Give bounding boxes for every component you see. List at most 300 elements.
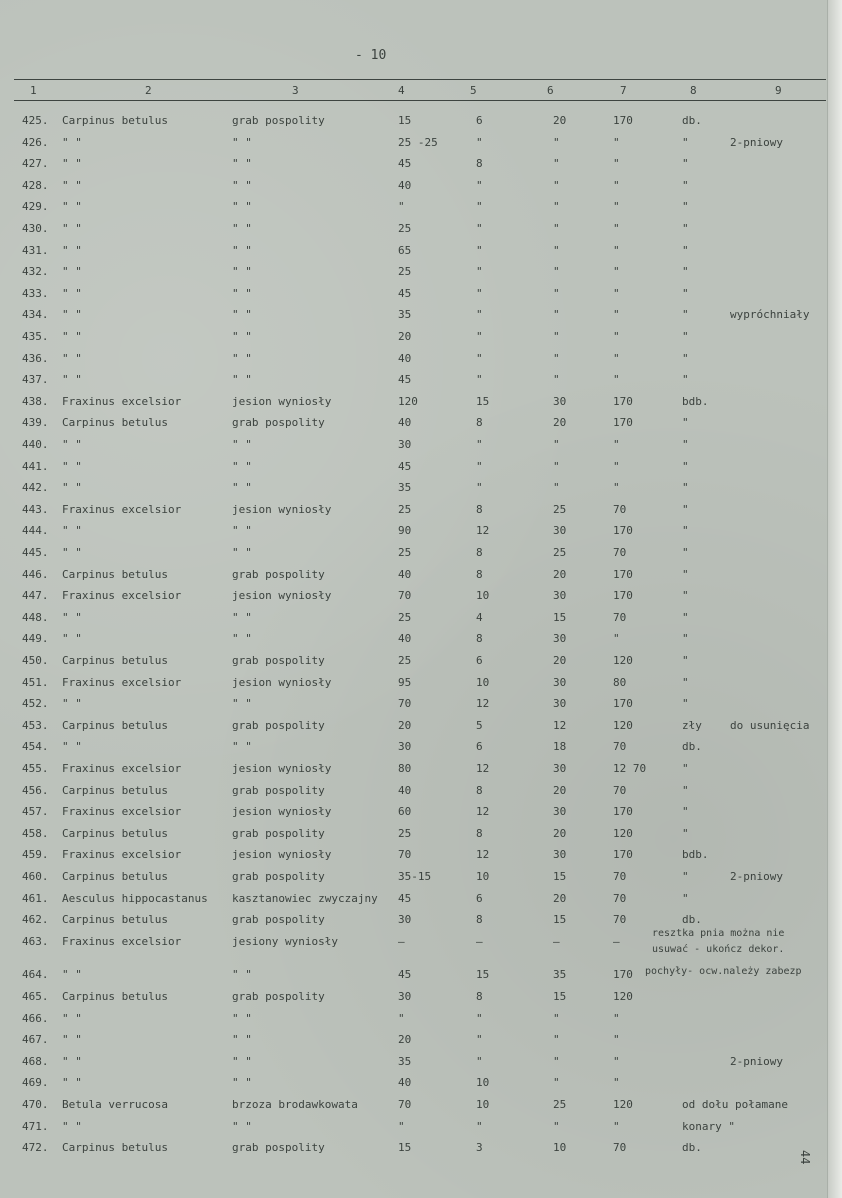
tree-number: 457. xyxy=(22,805,49,819)
latin-name: " " xyxy=(62,697,82,711)
column-4-value: 25 xyxy=(398,546,412,559)
column-5-value: 10 xyxy=(476,589,490,603)
column-7-value: 170 xyxy=(613,567,633,581)
table-row xyxy=(0,503,842,523)
column-5-value: – xyxy=(476,934,483,948)
column-7-value: 120 xyxy=(613,718,633,732)
column-7-value: 70 xyxy=(613,610,627,624)
tree-number: 431. xyxy=(22,243,49,257)
column-4-value: 25 -25 xyxy=(398,135,438,149)
condition-value: bdb. xyxy=(682,848,709,862)
polish-name: jesiony wyniosły xyxy=(232,934,338,948)
table-row xyxy=(0,265,842,285)
latin-name: Carpinus betulus xyxy=(62,870,168,883)
column-4-value: 35-15 xyxy=(398,870,432,883)
polish-name: " " xyxy=(232,968,252,982)
polish-name: " " xyxy=(232,1054,252,1068)
column-6-value: 30 xyxy=(553,848,567,862)
latin-name: Fraxinus excelsior xyxy=(62,934,182,948)
column-6-value: 30 xyxy=(553,805,567,819)
column-6-value: 15 xyxy=(553,870,567,883)
table-row xyxy=(0,632,842,652)
column-6-value: 30 xyxy=(553,394,567,408)
polish-name: grab pospolity xyxy=(232,416,325,430)
tree-number: 450. xyxy=(22,654,49,667)
header-rule-bottom xyxy=(14,100,826,101)
column-6-value: 15 xyxy=(553,990,567,1003)
tree-number: 451. xyxy=(22,675,49,689)
column-6-value: 25 xyxy=(553,546,567,559)
tree-number: 472. xyxy=(22,1141,49,1155)
column-6-value: 30 xyxy=(553,524,567,538)
polish-name: grab pospolity xyxy=(232,1141,325,1155)
latin-name: Carpinus betulus xyxy=(62,114,168,127)
tree-number: 441. xyxy=(22,459,49,473)
column-4-value: 70 xyxy=(398,697,412,711)
latin-name: " " xyxy=(62,265,82,279)
column-4-value: 40 xyxy=(398,1076,412,1090)
condition-value: " xyxy=(682,308,689,322)
polish-name: kasztanowiec zwyczajny xyxy=(232,891,378,905)
latin-name: " " xyxy=(62,286,82,300)
tree-number: 443. xyxy=(22,502,49,516)
table-row xyxy=(0,330,842,350)
polish-name: " " xyxy=(232,524,252,538)
tree-number: 436. xyxy=(22,351,49,365)
polish-name: grab pospolity xyxy=(232,654,325,667)
page-number: - 10 xyxy=(355,48,387,63)
column-5-value: " xyxy=(476,286,483,300)
column-7-value: " xyxy=(613,1011,620,1025)
column-6-value: 30 xyxy=(553,632,567,646)
column-7-value: 80 xyxy=(613,675,627,689)
polish-name: " " xyxy=(232,286,252,300)
condition-value: " xyxy=(682,762,689,775)
column-4-value: 25 xyxy=(398,826,412,840)
column-6-value: " xyxy=(553,1011,560,1025)
latin-name: Fraxinus excelsior xyxy=(62,805,182,819)
tree-number: 471. xyxy=(22,1119,49,1133)
tree-number: 458. xyxy=(22,826,49,840)
column-7-value: " xyxy=(613,632,620,646)
tree-number: 452. xyxy=(22,697,49,711)
polish-name: jesion wyniosły xyxy=(232,848,332,862)
column-6-value: 25 xyxy=(553,1098,567,1111)
column-6-value: – xyxy=(553,934,560,948)
polish-name: " " xyxy=(232,222,252,235)
column-4-value: 70 xyxy=(398,848,412,862)
tree-number: 445. xyxy=(22,546,49,559)
tree-number: 467. xyxy=(22,1033,49,1047)
condition-value: db. xyxy=(682,913,702,927)
latin-name: " " xyxy=(62,330,82,343)
table-row xyxy=(0,460,842,480)
condition-value: " xyxy=(682,200,689,214)
tree-number: 438. xyxy=(22,394,49,408)
column-4-value: 60 xyxy=(398,805,412,819)
tree-number: 462. xyxy=(22,913,49,927)
column-5-value: 6 xyxy=(476,740,483,754)
condition-value: " xyxy=(682,891,689,905)
column-7-value: 120 xyxy=(613,1098,633,1111)
column-5-value: 12 xyxy=(476,848,490,862)
condition-value: db. xyxy=(682,740,702,754)
latin-name: " " xyxy=(62,1033,82,1047)
column-4-value: 45 xyxy=(398,286,412,300)
latin-name: " " xyxy=(62,1076,82,1090)
column-6-value: 35 xyxy=(553,968,567,982)
condition-value: " xyxy=(682,632,689,646)
column-6-value: " xyxy=(553,243,560,257)
polish-name: grab pospolity xyxy=(232,990,325,1003)
header-rule-top xyxy=(14,79,826,80)
table-row xyxy=(0,373,842,393)
polish-name: " " xyxy=(232,740,252,754)
condition-value: " xyxy=(682,157,689,171)
tree-number: 429. xyxy=(22,200,49,214)
column-header-2: 2 xyxy=(145,84,152,97)
column-6-value: 12 xyxy=(553,718,567,732)
column-5-value: 8 xyxy=(476,502,483,516)
polish-name: jesion wyniosły xyxy=(232,394,332,408)
column-5-value: " xyxy=(476,222,483,235)
column-5-value: 10 xyxy=(476,675,490,689)
latin-name: " " xyxy=(62,373,82,387)
polish-name: grab pospolity xyxy=(232,826,325,840)
column-7-value: 70 xyxy=(613,870,627,883)
column-5-value: 8 xyxy=(476,913,483,927)
column-5-value: " xyxy=(476,178,483,192)
polish-name: jesion wyniosły xyxy=(232,805,332,819)
column-6-value: 15 xyxy=(553,913,567,927)
table-row xyxy=(0,1055,842,1075)
table-row xyxy=(0,990,842,1010)
column-6-value: " xyxy=(553,286,560,300)
condition-value: " xyxy=(682,416,689,430)
column-4-value: 20 xyxy=(398,1033,412,1047)
column-7-value: " xyxy=(613,1054,620,1068)
column-6-value: " xyxy=(553,373,560,387)
latin-name: Carpinus betulus xyxy=(62,718,168,732)
column-5-value: " xyxy=(476,308,483,322)
column-5-value: " xyxy=(476,1011,483,1025)
polish-name: grab pospolity xyxy=(232,913,325,927)
tree-number: 468. xyxy=(22,1054,49,1068)
table-row xyxy=(0,395,842,415)
column-7-value: " xyxy=(613,200,620,214)
latin-name: " " xyxy=(62,968,82,982)
column-5-value: 10 xyxy=(476,1098,490,1111)
condition-value: " xyxy=(682,697,689,711)
column-7-value: 170 xyxy=(613,848,633,862)
table-row xyxy=(0,1141,842,1161)
side-mark: 44 xyxy=(798,1150,812,1165)
latin-name: " " xyxy=(62,200,82,214)
latin-name: " " xyxy=(62,243,82,257)
column-5-value: 12 xyxy=(476,697,490,711)
polish-name: " " xyxy=(232,546,252,559)
column-7-value: " xyxy=(613,1033,620,1047)
column-4-value: – xyxy=(398,934,405,948)
table-row xyxy=(0,114,842,134)
column-7-value: " xyxy=(613,1119,620,1133)
column-4-value: 35 xyxy=(398,481,412,495)
column-5-value: 4 xyxy=(476,610,483,624)
column-4-value: 40 xyxy=(398,351,412,365)
column-7-value: 70 xyxy=(613,913,627,927)
column-5-value: 6 xyxy=(476,114,483,127)
polish-name: " " xyxy=(232,330,252,343)
column-7-value: 170 xyxy=(613,394,633,408)
column-5-value: 8 xyxy=(476,567,483,581)
polish-name: grab pospolity xyxy=(232,114,325,127)
column-4-value: 90 xyxy=(398,524,412,538)
column-4-value: 45 xyxy=(398,157,412,171)
column-7-value: " xyxy=(613,373,620,387)
polish-name: " " xyxy=(232,1033,252,1047)
table-row xyxy=(0,784,842,804)
table-row xyxy=(0,870,842,890)
table-row xyxy=(0,611,842,631)
polish-name: " " xyxy=(232,200,252,214)
column-4-value: 15 xyxy=(398,1141,412,1155)
tree-number: 466. xyxy=(22,1011,49,1025)
tree-number: 428. xyxy=(22,178,49,192)
column-6-value: " xyxy=(553,1033,560,1047)
column-5-value: " xyxy=(476,1119,483,1133)
latin-name: " " xyxy=(62,438,82,451)
column-7-value: 70 xyxy=(613,546,627,559)
column-7-value: 170 xyxy=(613,524,633,538)
tree-number: 437. xyxy=(22,373,49,387)
column-5-value: 8 xyxy=(476,990,483,1003)
condition-value: " xyxy=(682,610,689,624)
column-6-value: " xyxy=(553,222,560,235)
tree-number: 469. xyxy=(22,1076,49,1090)
polish-name: " " xyxy=(232,632,252,646)
column-7-value: 120 xyxy=(613,990,633,1003)
column-4-value: 40 xyxy=(398,178,412,192)
polish-name: grab pospolity xyxy=(232,718,325,732)
latin-name: " " xyxy=(62,351,82,365)
column-5-value: 15 xyxy=(476,968,490,982)
column-6-value: 20 xyxy=(553,783,567,797)
column-7-value: 70 xyxy=(613,1141,627,1155)
condition-value: " xyxy=(682,654,689,667)
table-row xyxy=(0,697,842,717)
table-row xyxy=(0,827,842,847)
condition-value: " xyxy=(682,222,689,235)
table-row xyxy=(0,568,842,588)
latin-name: " " xyxy=(62,740,82,754)
table-row xyxy=(0,136,842,156)
column-7-value: " xyxy=(613,178,620,192)
tree-number: 456. xyxy=(22,783,49,797)
polish-name: jesion wyniosły xyxy=(232,502,332,516)
condition-value: " xyxy=(682,481,689,495)
column-4-value: 25 xyxy=(398,610,412,624)
column-7-value: " xyxy=(613,330,620,343)
column-7-value: 70 xyxy=(613,740,627,754)
column-5-value: 8 xyxy=(476,157,483,171)
latin-name: Fraxinus excelsior xyxy=(62,848,182,862)
polish-name: " " xyxy=(232,1076,252,1090)
latin-name: Carpinus betulus xyxy=(62,783,168,797)
latin-name: Carpinus betulus xyxy=(62,990,168,1003)
table-row xyxy=(0,352,842,372)
condition-value: od dołu połamane xyxy=(682,1098,788,1111)
tree-number: 432. xyxy=(22,265,49,279)
latin-name: Fraxinus excelsior xyxy=(62,394,182,408)
column-5-value: " xyxy=(476,243,483,257)
polish-name: " " xyxy=(232,157,252,171)
column-6-value: " xyxy=(553,200,560,214)
column-5-value: 10 xyxy=(476,870,490,883)
column-4-value: 30 xyxy=(398,913,412,927)
latin-name: Fraxinus excelsior xyxy=(62,502,182,516)
column-5-value: 8 xyxy=(476,546,483,559)
condition-value: " xyxy=(682,546,689,559)
tree-number: 455. xyxy=(22,762,49,775)
table-row xyxy=(0,1076,842,1096)
column-4-value: 30 xyxy=(398,740,412,754)
latin-name: Carpinus betulus xyxy=(62,1141,168,1155)
polish-name: " " xyxy=(232,265,252,279)
condition-value: " xyxy=(682,589,689,603)
column-header-7: 7 xyxy=(620,84,627,97)
tree-number: 470. xyxy=(22,1098,49,1111)
table-row xyxy=(0,244,842,264)
polish-name: jesion wyniosły xyxy=(232,589,332,603)
column-5-value: 3 xyxy=(476,1141,483,1155)
column-6-value: 30 xyxy=(553,589,567,603)
column-6-value: 25 xyxy=(553,502,567,516)
column-5-value: " xyxy=(476,438,483,451)
column-header-1: 1 xyxy=(30,84,37,97)
table-row xyxy=(0,308,842,328)
column-4-value: 45 xyxy=(398,459,412,473)
column-6-value: " xyxy=(553,178,560,192)
table-row xyxy=(0,1033,842,1053)
column-7-value: " xyxy=(613,135,620,149)
latin-name: " " xyxy=(62,135,82,149)
latin-name: " " xyxy=(62,546,82,559)
column-7-value: " xyxy=(613,438,620,451)
column-6-value: 30 xyxy=(553,762,567,775)
column-7-value: 70 xyxy=(613,502,627,516)
column-4-value: 35 xyxy=(398,308,412,322)
column-7-value: " xyxy=(613,157,620,171)
condition-value: " xyxy=(682,178,689,192)
table-row xyxy=(0,157,842,177)
condition-value: " xyxy=(682,675,689,689)
latin-name: " " xyxy=(62,1119,82,1133)
condition-value: " xyxy=(682,330,689,343)
column-6-value: " xyxy=(553,1119,560,1133)
condition-value: " xyxy=(682,438,689,451)
condition-value: " xyxy=(682,567,689,581)
polish-name: grab pospolity xyxy=(232,567,325,581)
column-4-value: 40 xyxy=(398,783,412,797)
table-row xyxy=(0,719,842,739)
column-7-value: 170 xyxy=(613,589,633,603)
latin-name: " " xyxy=(62,1054,82,1068)
column-4-value: 45 xyxy=(398,891,412,905)
table-row xyxy=(0,805,842,825)
condition-value: db. xyxy=(682,114,702,127)
table-row xyxy=(0,892,842,912)
table-row xyxy=(0,200,842,220)
column-7-value: " xyxy=(613,243,620,257)
table-row xyxy=(0,1120,842,1140)
column-6-value: 20 xyxy=(553,567,567,581)
tree-number: 460. xyxy=(22,870,49,883)
latin-name: " " xyxy=(62,157,82,171)
column-4-value: 25 xyxy=(398,654,412,667)
condition-value: " xyxy=(682,524,689,538)
column-5-value: " xyxy=(476,265,483,279)
column-5-value: " xyxy=(476,1054,483,1068)
column-5-value: 10 xyxy=(476,1076,490,1090)
column-4-value: 80 xyxy=(398,762,412,775)
polish-name: " " xyxy=(232,1011,252,1025)
column-5-value: 12 xyxy=(476,805,490,819)
column-header-6: 6 xyxy=(547,84,554,97)
latin-name: Carpinus betulus xyxy=(62,654,168,667)
column-header-5: 5 xyxy=(470,84,477,97)
column-5-value: " xyxy=(476,200,483,214)
tree-number: 427. xyxy=(22,157,49,171)
condition-value: " xyxy=(682,351,689,365)
column-6-value: " xyxy=(553,459,560,473)
table-row xyxy=(0,1012,842,1032)
tree-number: 435. xyxy=(22,330,49,343)
column-6-value: " xyxy=(553,330,560,343)
column-6-value: 20 xyxy=(553,891,567,905)
tree-number: 440. xyxy=(22,438,49,451)
polish-name: jesion wyniosły xyxy=(232,762,332,775)
table-row xyxy=(0,287,842,307)
column-4-value: 40 xyxy=(398,632,412,646)
column-5-value: " xyxy=(476,135,483,149)
column-6-value: " xyxy=(553,1076,560,1090)
polish-name: " " xyxy=(232,697,252,711)
tree-number: 447. xyxy=(22,589,49,603)
remarks-value: wypróchniały xyxy=(730,308,810,322)
condition-value: zły xyxy=(682,718,702,732)
column-6-value: 20 xyxy=(553,826,567,840)
column-7-value: " xyxy=(613,222,620,235)
polish-name: " " xyxy=(232,438,252,451)
table-row xyxy=(0,438,842,458)
column-4-value: " xyxy=(398,200,405,214)
column-4-value: 20 xyxy=(398,330,412,343)
column-6-value: 18 xyxy=(553,740,567,754)
column-5-value: 8 xyxy=(476,826,483,840)
column-6-value: " xyxy=(553,351,560,365)
column-7-value: 170 xyxy=(613,416,633,430)
column-7-value: " xyxy=(613,481,620,495)
latin-name: " " xyxy=(62,632,82,646)
polish-name: grab pospolity xyxy=(232,783,325,797)
column-6-value: " xyxy=(553,1054,560,1068)
column-7-value: 12 70 xyxy=(613,762,647,775)
column-4-value: 95 xyxy=(398,675,412,689)
polish-name: grab pospolity xyxy=(232,870,325,883)
condition-value: " xyxy=(682,243,689,257)
tree-number: 439. xyxy=(22,416,49,430)
column-4-value: 25 xyxy=(398,502,412,516)
